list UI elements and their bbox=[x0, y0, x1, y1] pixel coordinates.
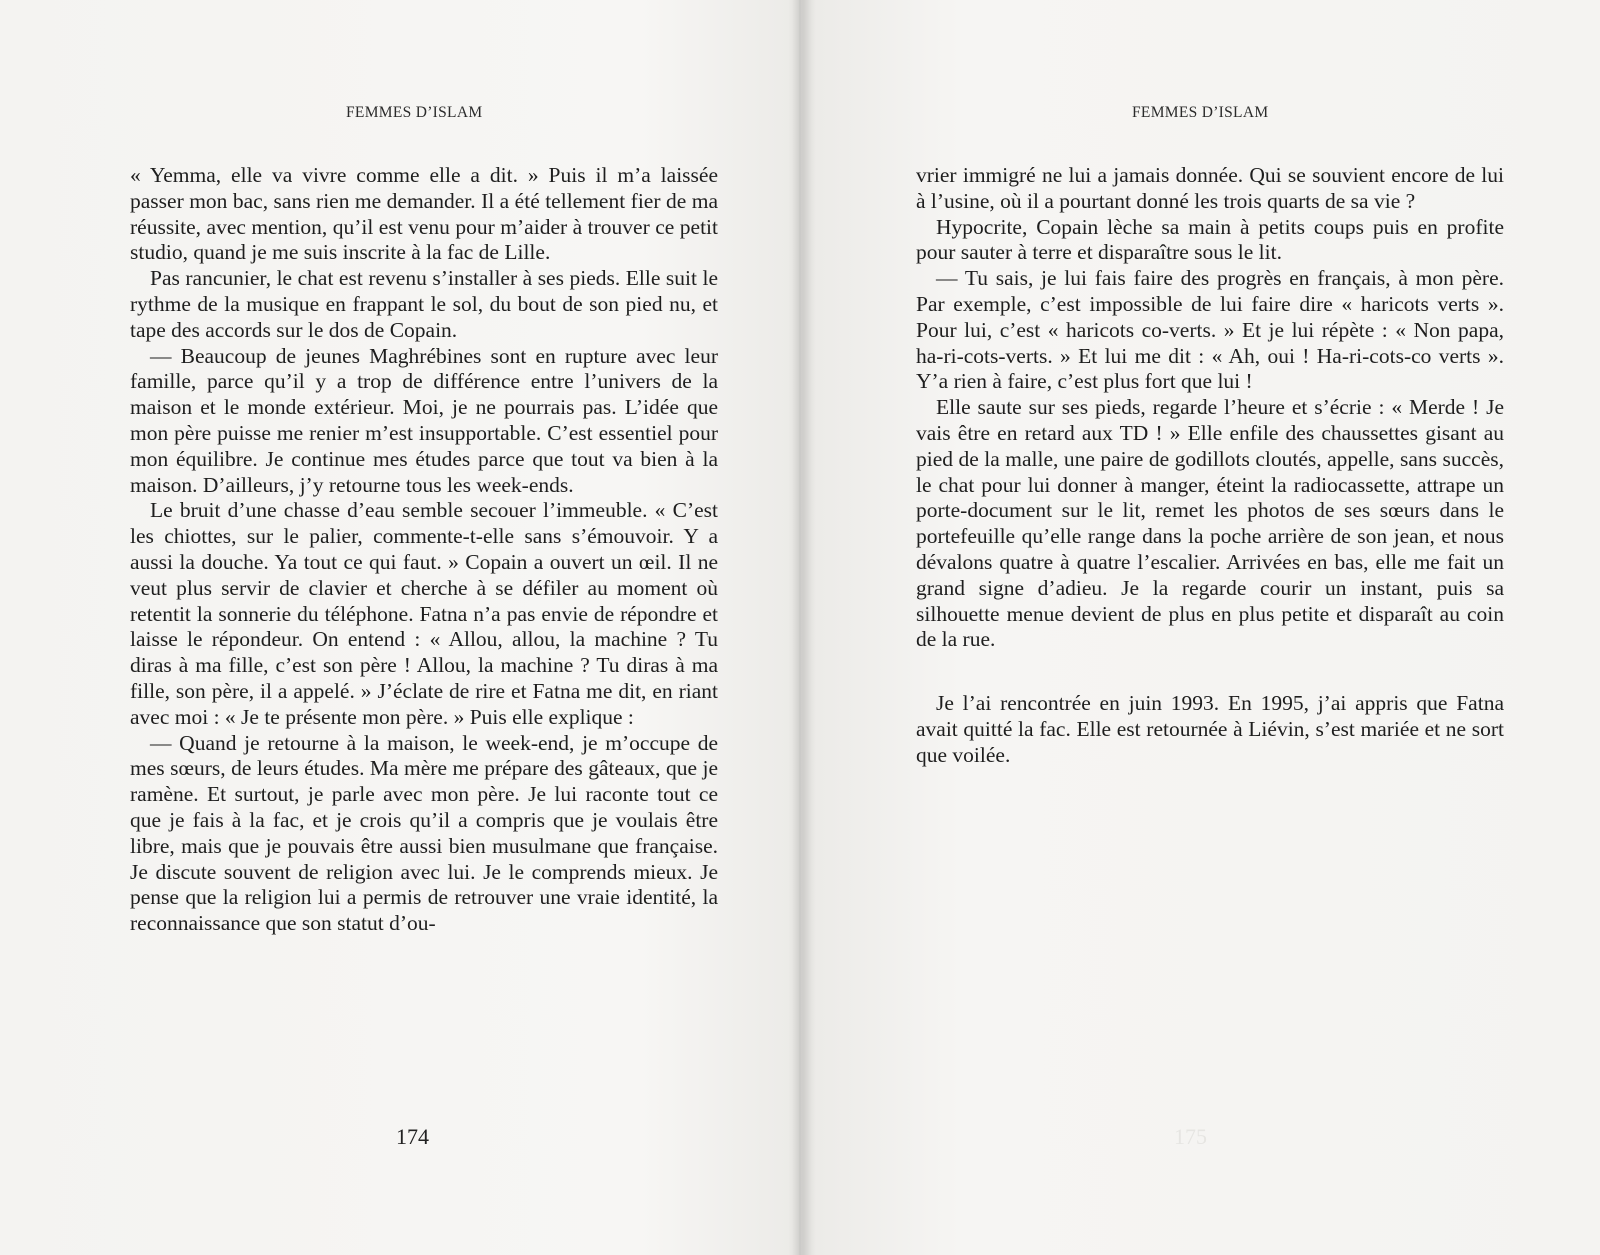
paragraph: Le bruit d’une chasse d’eau semble secouer l’immeuble. « C’est les chiottes, sur le palier, commente-t-elle sans s’émouvoir. Y a aussi la douche. Ya tout ce qui faut. » Copain a ouvert un œil. Il ne veut plus servir de clavier et cherche à se défiler au moment où retentit la sonnerie du téléphone. Fatna n’a pas envie de répondre et laisse le répondeur. On entend : « Allou, allou, la machine ? Tu diras à ma fille, c’est son père ! Allou, la machine ? Tu diras à ma fille, son père, il a appelé. » J’éclate de rire et Fatna me dit, en riant avec moi : « Je te présente mon père. » Puis elle explique : bbox=[130, 498, 718, 729]
body-text bbox=[130, 163, 718, 937]
paragraph: Hypocrite, Copain lèche sa main à petits coups puis en profite pour sauter à terre et disparaître sous le lit. bbox=[916, 214, 1504, 265]
running-head: FEMMES D’ISLAM bbox=[346, 104, 483, 121]
paragraph: Pas rancunier, le chat est revenu s’installer à ses pieds. Elle suit le rythme de la musique en frappant le sol, du bout de son pied nu, et tape des accords sur le dos de Copain. bbox=[130, 266, 718, 342]
running-head: FEMMES D’ISLAM bbox=[1132, 104, 1269, 121]
right-page bbox=[800, 0, 1600, 1255]
paragraph: — Beaucoup de jeunes Maghrébines sont en rupture avec leur famille, parce qu’il y a trop de différence entre l’univers de la maison et le monde extérieur. Moi, je ne pourrais pas. L’idée que mon père puisse me renier m’est insupportable. C’est essentiel pour mon équilibre. Je continue mes études parce que tout va bien à la maison. D’ailleurs, j’y retourne tous les week-ends. bbox=[130, 343, 718, 497]
page-number: 175 bbox=[1174, 1124, 1207, 1149]
paragraph: Elle saute sur ses pieds, regarde l’heure et s’écrie : « Merde ! Je vais être en retard aux TD ! » Elle enfile des chaussettes gisant au pied de la malle, une paire de godillots cloutés, appelle, sans succès, le chat pour lui donner à manger, éteint la radiocassette, attrape un porte-document sur le lit, remet les photos de ses sœurs dans le portefeuille qu’elle range dans la poche arrière de son jean, et nous dévalons quatre à quatre l’escalier. Arrivées en bas, elle me fait un grand signe d’adieu. Je la regarde courir un instant, puis sa silhouette menue devient de plus en plus petite et disparaît au coin de la rue. bbox=[916, 395, 1504, 652]
paragraph: « Yemma, elle va vivre comme elle a dit. » Puis il m’a laissée passer mon bac, sans rien me demander. Il a été tellement fier de ma réussite, avec mention, qu’il est venu pour m’aider à trouver ce petit studio, quand je me suis inscrite à la fac de Lille. bbox=[130, 163, 718, 265]
body-text bbox=[916, 163, 1504, 769]
paragraph: — Tu sais, je lui fais faire des progrès en français, à mon père. Par exemple, c’est impossible de lui faire dire « haricots verts ». Pour lui, c’est « haricots co-verts. » Et je lui répète : « Non papa, ha-ri-cots-verts. » Et lui me dit : « Ah, oui ! Ha-ri-cots-co verts ». Y’a rien à faire, c’est plus fort que lui ! bbox=[916, 266, 1504, 394]
paragraph: vrier immigré ne lui a jamais donnée. Qui se souvient encore de lui à l’usine, où il a pourtant donné les trois quarts de sa vie ? bbox=[916, 163, 1504, 213]
page-number: 174 bbox=[396, 1124, 429, 1149]
paragraph: Je l’ai rencontrée en juin 1993. En 1995, j’ai appris que Fatna avait quitté la fac. Elle est retournée à Liévin, s’est mariée et ne sort que voilée. bbox=[916, 691, 1504, 767]
paragraph: — Quand je retourne à la maison, le week-end, je m’occupe de mes sœurs, de leurs études. Ma mère me prépare des gâteaux, que je ramène. Et surtout, je parle avec mon père. Je lui raconte tout ce que je fais à la fac, et je crois qu’il a compris que je voulais être libre, mais que je pouvais être aussi bien musulmane que française. Je discute souvent de religion avec lui. Je le comprends mieux. Je pense que la religion lui a permis de retrouver une vraie identité, la reconnaissance que son statut d’ou- bbox=[130, 730, 718, 936]
